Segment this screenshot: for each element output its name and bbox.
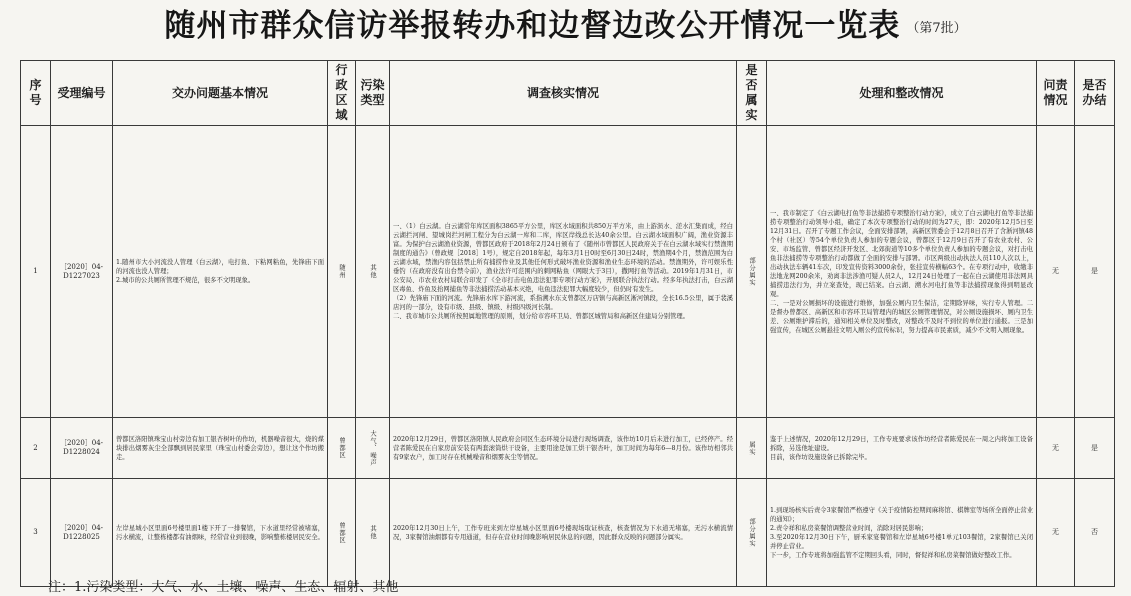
cell-issue: 左岸星城小区里面6号楼里面1楼下开了一排餐馆，下水道里经常被堵塞，污水横流，让整栋楼都有油烟味，经常营业到很晚，影响整栋楼居民安全。: [113, 479, 328, 587]
cell-accountability: 无: [1037, 126, 1075, 418]
cell-code: ［2020］04-D1228024: [51, 418, 113, 479]
header-investigation: 调查核实情况: [390, 61, 737, 126]
header-verified: 是否属实: [737, 61, 767, 126]
cell-seq: 2: [21, 418, 51, 479]
table-row: [21, 126, 1115, 418]
header-accountability: 问责情况: [1037, 61, 1075, 126]
cell-handling: 1.到现场核实后责令3家餐馆严格遵守《关于疫情防控期间麻将馆、棋牌室等场所全面停止营业的通知》； 2.责令祥和私房菜餐馆调整营业时间，消除对居民影响； 3.至2020年12月30日下午，厨禾家宴餐馆和左岸星城6号楼1单元103餐馆，2家餐馆已关闭并停止营业。 下一步，工作专班将加强监管不定期回头看，同时，督促祥和私房菜餐馆做好整改工作。: [767, 479, 1037, 587]
cell-pollution: 其他: [369, 264, 376, 279]
table-row: [21, 479, 1115, 587]
cell-region: 曾都区: [338, 521, 345, 544]
cell-investigation: 一、（1）白云湖。白云湖常年库区面积3865平方公里，库区水域面积共850万平方米，由上游涢水、溠水汇集而成，经白云湖拦河闸、望城岗拦河闸工程分为白云湖一库和二库，库区岸线总长达40余公里。白云湖水域面积广阔，渔业资源丰富。为保护白云湖渔业资源，曾都区政府于2018年2月24日颁布了《随州市曾都区人民政府关于在白云湖水域实行禁渔期制度的通告》（曾政规［2018］1号），规定自2018年起，每年3月1日0时至6月30日24时，禁渔期4个月，禁渔范围为白云湖水域，禁渔内容包括禁止所有捕捞作业及其他任何形式破坏渔业资源和渔业生态环境的活动。禁渔期外，许可娱乐性垂钓（在政府没有出台禁令前），渔业法许可范围内的刺网粘鱼（网眼大于3目），撒网打鱼等活动。2019年1月31日，市公安局、市农业农村局联合印发了《全市打击电鱼违法犯罪专项行动方案》，开展联合执法行动。经多年执法打击，白云湖区毒鱼、炸鱼及抬网捕鱼等非法捕捞活动基本灭绝，电鱼违法犯罪大幅度较少，但仍时有发生。 （2）先锋庙下面的河流。先锋庙水库下游河流，系指溯水东支曾都区万店镇与高新区淅河镇段，全长16.5公里，属于裴溪店河的一部分，设有市级、县级、镇级、村级四级河长制。 二、我市城市公共厕所按照属地管理的原则，划分给市容环卫局、曾都区城管局和高新区住建局分别管理。: [390, 126, 737, 418]
cell-verified: 部分属实: [748, 517, 755, 548]
header-handling: 处理和整改情况: [767, 61, 1037, 126]
cell-closed: 否: [1075, 479, 1115, 587]
table-row: [21, 418, 1115, 479]
cell-issue: 曾都区洛阳镇珠宝山村旁边有加工银杏树叶的作坊，机器噪音很大，烧的煤块排出烟雾灰尘全部飘到居民家里（珠宝山村委会旁边），想让这个作坊搬走。: [113, 418, 328, 479]
header-pollution: 污染类型: [356, 61, 390, 126]
report-table: [20, 60, 1115, 587]
header-seq: 序号: [21, 61, 51, 126]
header-issue: 交办问题基本情况: [113, 61, 328, 126]
footnote: 注：1.污染类型：大气、水、土壤、噪声、生态、辐射、其他: [48, 580, 399, 595]
header-closed: 是否办结: [1075, 61, 1115, 126]
cell-verified: 属实: [748, 440, 755, 456]
cell-region: 曾都区: [338, 437, 345, 459]
cell-code: ［2020］04-D1228025: [51, 479, 113, 587]
cell-seq: 1: [21, 126, 51, 418]
title-batch: （第7批）: [906, 20, 967, 36]
cell-investigation: 2020年12月30日上午，工作专班来到左岸星城小区里面6号楼现场取证核查，核查情况为下水道无堵塞，无污水横流情况，3家餐馆油烟都有专用通道，但存在营业时间晚影响居民休息的问题，因此群众反映的问题部分属实。: [390, 479, 737, 587]
cell-accountability: 无: [1037, 418, 1075, 479]
cell-closed: 是: [1075, 418, 1115, 479]
header-region: 行政区域: [328, 61, 356, 126]
cell-verified: 部分属实: [748, 256, 755, 287]
cell-code: ［2020］04-D1227023: [51, 126, 113, 418]
cell-region: 随州: [338, 264, 345, 279]
cell-investigation: 2020年12月29日，曾都区洛阳镇人民政府会同区生态环境分局进行现场调查，该作坊10月后未进行加工，已经停产。经营者陈爱民在自家房前安装有两套滚筒烘干设备，主要用途是加工烘干银杏叶，加工时间为每年6—8月份。该作坊相邻共有9家农户，加工时存在机械噪音和烟雾灰尘等情况。: [390, 418, 737, 479]
cell-pollution: 大气、噪声: [369, 429, 376, 467]
cell-pollution: 其他: [369, 525, 376, 540]
cell-seq: 3: [21, 479, 51, 587]
cell-issue: 1.随州市大小河流没人管理（白云湖），电打鱼、下粘网粘鱼，先锋庙下面的河流也没人管理； 2.城市的公共厕所管理不规范，很多不文明现象。: [113, 126, 328, 418]
title-main: 随州市群众信访举报转办和边督边改公开情况一览表: [164, 8, 901, 44]
cell-accountability: 无: [1037, 479, 1075, 587]
header-row: [21, 61, 1115, 126]
cell-handling: 一、我市制定了《白云湖电打鱼等非法捕捞专项整治行动方案》，成立了白云湖电打鱼等非法捕捞专项整治行动领导小组，确定了本次专项整治行动的时间为27天，即：2020年12月5日至12月31日。召开了专题工作会议，全面安排部署，高新区管委会于12月8日召开了含淅河镇48个村（社区）等54个单位负责人参加的专题会议，曾都区于12月9日召开了有农业农村、公安、市场监管、曾都区经济开发区、北郊街道等10多个单位负责人参加的专题会议，对打击电鱼非法捕捞等专项整治行动都做了全面的安排与部署。市区两级出动执法人员110人次以上，出动执法车辆41车次，印发宣传资料3000余份，张挂宣传横幅63个。在专项行动中，收缴非法地龙网200余米，劝离非法涉渔可疑人员2人，12月24日处理了一起在白云湖使用非法网具捕捞违法行为，并立案查处，现已结案。白云湖、溯水河电打鱼等非法捕捞现象得到明显改观。 二、一是对公厕损坏的设施进行维修，加强公厕内卫生保洁，定期除异味，实行专人管理。二是督办曾都区、高新区和市容环卫局管理内的城区公厕管理情况，对公厕设施损坏、厕内卫生差、公厕维护滞后的，通知相关单位及时整改，对整改不及时不到位的单位进行通报。三是加强宣传，在城区公厕悬挂文明入厕公约宣传标识，努力提高市民素质，减少不文明入厕现象。: [767, 126, 1037, 418]
cell-closed: 是: [1075, 126, 1115, 418]
cell-handling: 鉴于上述情况，2020年12月29日，工作专班要求该作坊经营者陈爱民在一周之内将加工设备拆除，另选他址建设。 目前，该作坊设施设备已拆除完毕。: [767, 418, 1037, 479]
header-code: 受理编号: [51, 61, 113, 126]
page-title: [0, 4, 1131, 48]
